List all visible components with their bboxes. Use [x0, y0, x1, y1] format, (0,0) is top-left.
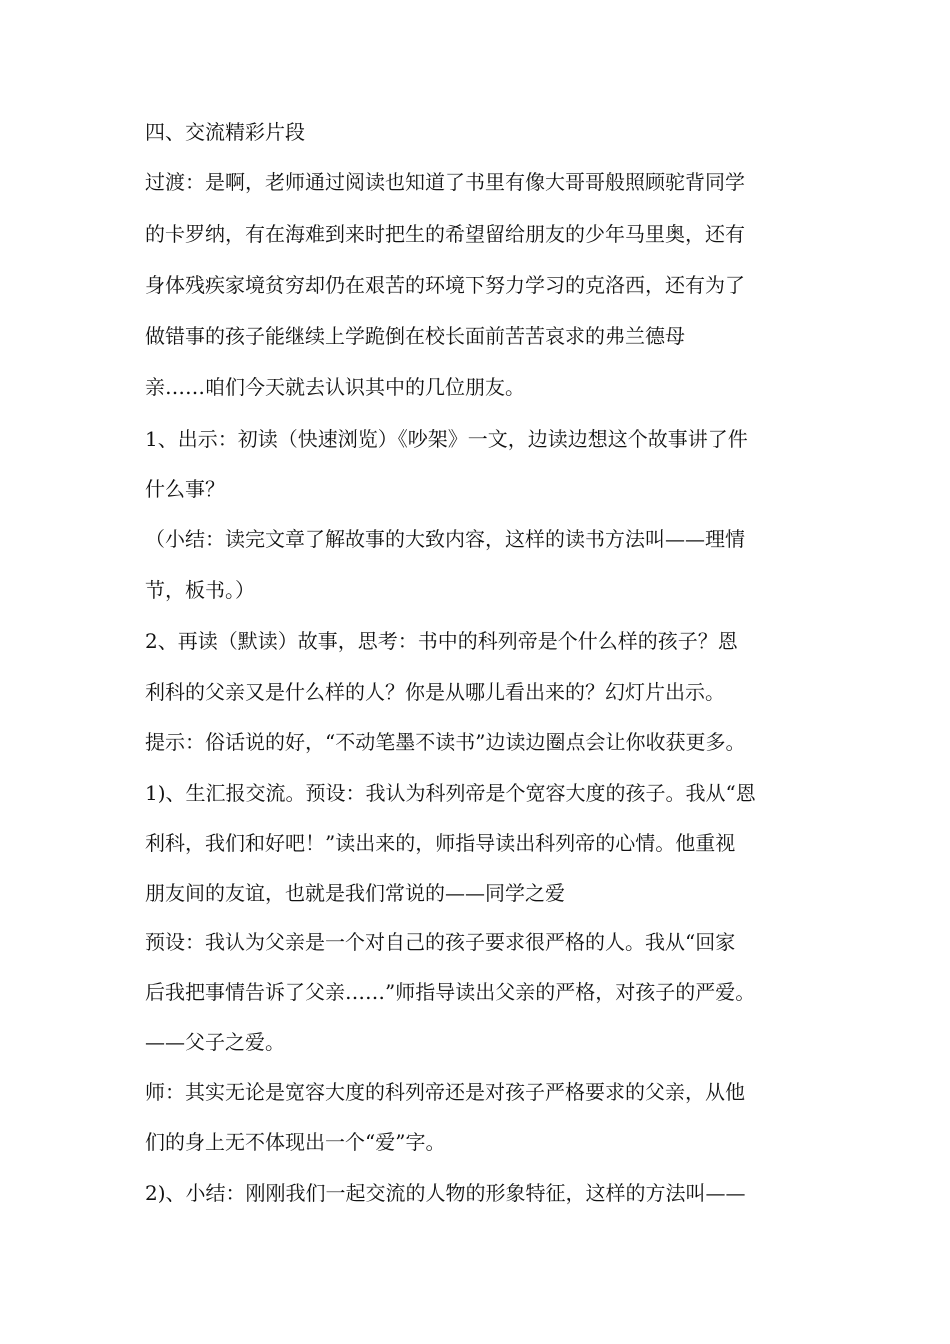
text-line: 2、再读（默读）故事，思考：书中的科列帝是个什么样的孩子？恩 [145, 629, 738, 653]
text-line: 提示：俗话说的好，“不动笔墨不读书”边读边圈点会让你收获更多。 [145, 730, 746, 754]
text-line: 后我把事情告诉了父亲……”师指导读出父亲的严格，对孩子的严爱。 [145, 980, 756, 1004]
text-line: 身体残疾家境贫穷却仍在艰苦的环境下努力学习的克洛西，还有为了 [145, 273, 745, 297]
text-line: 做错事的孩子能继续上学跪倒在校长面前苦苦哀求的弗兰德母 [145, 324, 685, 348]
text-line: 朋友间的友谊，也就是我们常说的——同学之爱 [145, 881, 565, 905]
text-line: 2)、小结：刚刚我们一起交流的人物的形象特征，这样的方法叫—— [145, 1181, 746, 1205]
text-line: （小结：读完文章了解故事的大致内容，这样的读书方法叫——理情 [145, 527, 745, 551]
section-heading: 四、交流精彩片段 [145, 120, 305, 144]
text-line: 的卡罗纳，有在海难到来时把生的希望留给朋友的少年马里奥，还有 [145, 222, 745, 246]
text-line: ——父子之爱。 [145, 1030, 285, 1054]
text-line: 过渡：是啊，老师通过阅读也知道了书里有像大哥哥般照顾驼背同学 [145, 170, 745, 194]
text-line: 1、出示：初读（快速浏览）《吵架》一文，边读边想这个故事讲了件 [145, 427, 748, 451]
text-line: 师：其实无论是宽容大度的科列帝还是对孩子严格要求的父亲，从他 [145, 1080, 745, 1104]
text-line: 们的身上无不体现出一个“爱”字。 [145, 1130, 446, 1154]
text-line: 什么事？ [145, 477, 225, 501]
text-line: 预设：我认为父亲是一个对自己的孩子要求很严格的人。我从“回家 [145, 930, 736, 954]
text-line: 利科，我们和好吧！”读出来的，师指导读出科列帝的心情。他重视 [145, 831, 736, 855]
text-line: 1)、生汇报交流。预设：我认为科列帝是个宽容大度的孩子。我从“恩 [145, 781, 756, 805]
text-line: 亲……咱们今天就去认识其中的几位朋友。 [145, 375, 525, 399]
text-line: 利科的父亲又是什么样的人？你是从哪儿看出来的？幻灯片出示。 [145, 680, 725, 704]
text-line: 节，板书。） [145, 578, 255, 602]
